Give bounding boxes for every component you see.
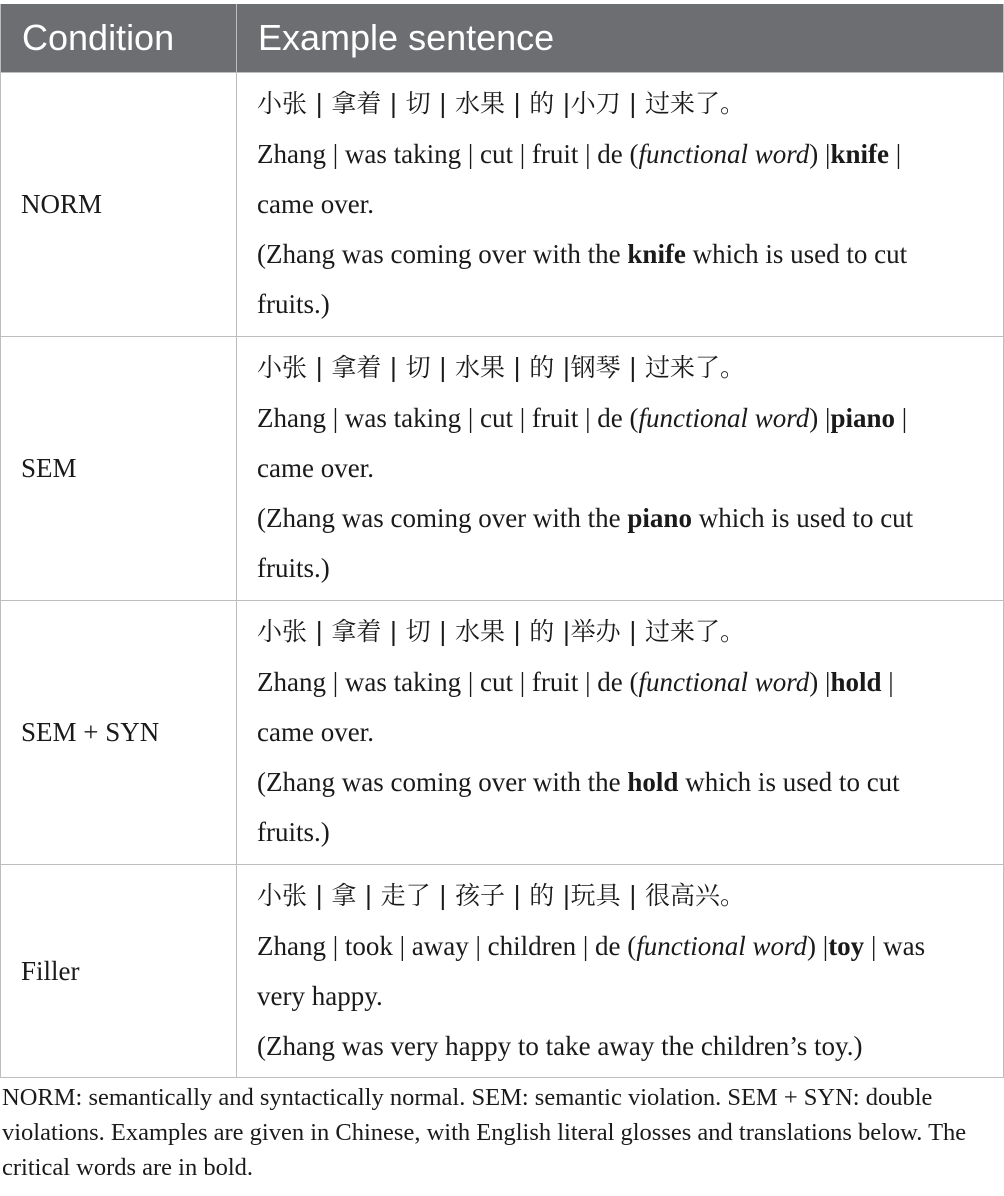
chinese-sentence: 小张 | 拿 | 走了 | 孩子 | 的 |玩具 | 很高兴。 bbox=[257, 880, 745, 910]
header-example: Example sentence bbox=[237, 4, 1004, 72]
literal-gloss: Zhang | took | away | children | de (functional word) |toy | was bbox=[257, 930, 926, 961]
example-cell bbox=[237, 336, 1004, 600]
table-row bbox=[1, 336, 1004, 600]
example-cell bbox=[237, 72, 1004, 336]
header-condition: Condition bbox=[1, 4, 237, 72]
chinese-sentence: 小张 | 拿着 | 切 | 水果 | 的 |钢琴 | 过来了。 bbox=[257, 352, 745, 382]
condition-cell: Filler bbox=[1, 864, 237, 1078]
condition-cell: NORM bbox=[1, 72, 237, 336]
condition-cell: SEM + SYN bbox=[1, 600, 237, 864]
header-row bbox=[1, 4, 1004, 72]
translation: (Zhang was coming over with the piano which is used to cut bbox=[257, 503, 914, 534]
translation-cont: fruits.) bbox=[257, 289, 330, 320]
critical-word: piano bbox=[627, 503, 692, 534]
chinese-sentence: 小张 | 拿着 | 切 | 水果 | 的 |举办 | 过来了。 bbox=[257, 616, 745, 646]
translation-cont: fruits.) bbox=[257, 553, 330, 584]
conditions-table bbox=[0, 4, 1004, 1078]
critical-word: hold bbox=[830, 666, 882, 697]
example-cell bbox=[237, 864, 1004, 1078]
table-row bbox=[1, 72, 1004, 336]
literal-gloss-cont: came over. bbox=[257, 716, 374, 747]
condition-cell: SEM bbox=[1, 336, 237, 600]
translation: (Zhang was very happy to take away the children’s toy.) bbox=[257, 1031, 863, 1062]
critical-word: piano bbox=[830, 402, 895, 433]
literal-gloss: Zhang | was taking | cut | fruit | de (functional word) |piano | bbox=[257, 402, 908, 433]
critical-word: knife bbox=[627, 239, 686, 270]
table-row bbox=[1, 864, 1004, 1078]
translation: (Zhang was coming over with the knife which is used to cut bbox=[257, 239, 908, 270]
critical-word: knife bbox=[830, 138, 889, 169]
literal-gloss-cont: very happy. bbox=[257, 980, 383, 1011]
critical-word: hold bbox=[627, 767, 679, 798]
literal-gloss-cont: came over. bbox=[257, 452, 374, 483]
chinese-sentence: 小张 | 拿着 | 切 | 水果 | 的 |小刀 | 过来了。 bbox=[257, 88, 745, 118]
literal-gloss: Zhang | was taking | cut | fruit | de (functional word) |knife | bbox=[257, 138, 902, 169]
translation: (Zhang was coming over with the hold which is used to cut bbox=[257, 767, 900, 798]
literal-gloss-cont: came over. bbox=[257, 188, 374, 219]
example-cell bbox=[237, 600, 1004, 864]
translation-cont: fruits.) bbox=[257, 817, 330, 848]
literal-gloss: Zhang | was taking | cut | fruit | de (functional word) |hold | bbox=[257, 666, 894, 697]
critical-word: toy bbox=[828, 930, 865, 961]
table-footnote: NORM: semantically and syntactically normal. SEM: semantic violation. SEM + SYN: double violations. Examples are given in Chinese, with English literal glosses and translations below. The critical words are in bold. bbox=[2, 1084, 967, 1181]
table-row bbox=[1, 600, 1004, 864]
